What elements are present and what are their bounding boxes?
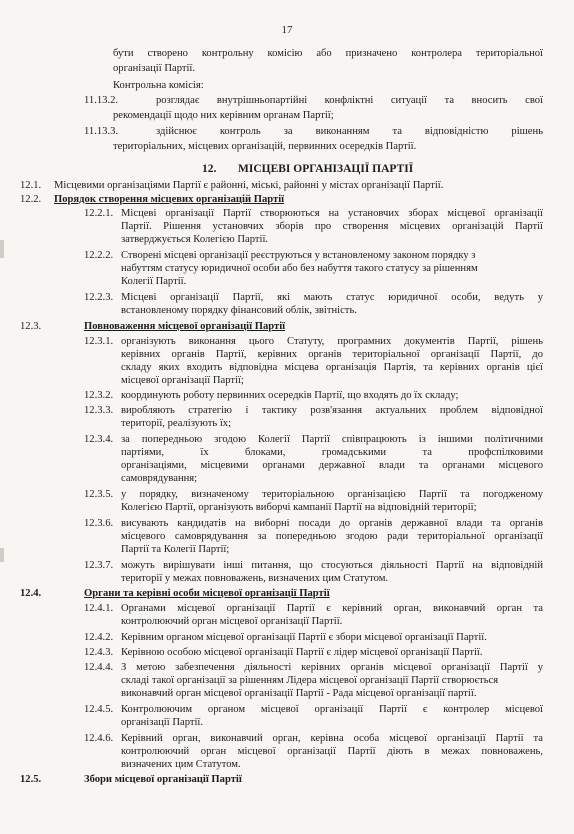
paragraph-line: Контролюючим органом місцевої організації Партії є контролер місцевої bbox=[121, 704, 543, 715]
item-number: 11.13.3. bbox=[84, 126, 119, 137]
paragraph-line: Створені місцеві організації реєструються у встановленому законом порядку з bbox=[121, 250, 476, 261]
paragraph-line: місцевого самоврядування за попередньою згодою ради територіальної організації bbox=[121, 531, 543, 542]
item-number: 12.3.4. bbox=[84, 434, 114, 445]
item-number: 12.3.2. bbox=[84, 390, 114, 401]
item-number: 12.3.3. bbox=[84, 405, 114, 416]
item-number: 12.1. bbox=[20, 180, 42, 191]
item-number: 12.4.1. bbox=[84, 603, 114, 614]
item-number: 12.3.7. bbox=[84, 560, 114, 571]
item-number: 12.3. bbox=[20, 321, 42, 332]
item-number: 12.4.2. bbox=[84, 632, 114, 643]
paragraph-line: партіями, їх блоками, громадськими та профспілковими bbox=[121, 447, 543, 458]
subsection-title: Збори місцевої організації Партії bbox=[84, 774, 242, 785]
paragraph-line: складу яких входить відповідна місцева організація Партія, та керівних органів цієї bbox=[121, 362, 543, 373]
paragraph-line: організують виконання цього Статуту, програмних документів Партії, рішень bbox=[121, 336, 543, 347]
paragraph-line: виконавчий орган місцевої організації Партії - Рада місцевої організації партії. bbox=[121, 688, 477, 699]
item-number: 11.13.2. bbox=[84, 95, 119, 106]
paragraph-line: самоврядування; bbox=[121, 473, 198, 484]
paragraph-line: Колегією Партії, організують виборчі кампанії Партії на відповідній території; bbox=[121, 502, 477, 513]
paragraph-line: З метою забезпечення діяльності керівних органів місцевої організації Партії у bbox=[121, 662, 543, 673]
subsection-title: Повноваження місцевої організації Партії bbox=[84, 321, 286, 332]
paragraph-line: організаціями, місцевими органами державної влади та органами місцевого bbox=[121, 460, 543, 471]
paragraph-line: визначених цим Статутом. bbox=[121, 759, 241, 770]
paragraph-line: місцевої організації Партії; bbox=[121, 375, 244, 386]
paragraph-line: організації Партії. bbox=[113, 63, 196, 74]
paragraph-line: висувають кандидатів на виборні посади до органів державної влади та органів bbox=[121, 518, 543, 529]
paragraph-line: Контрольна комісія: bbox=[113, 80, 204, 91]
subsection-title: Порядок створення місцевих організацій Партії bbox=[54, 194, 285, 205]
paragraph-line: територіальних, місцевих організацій, первинних осередків Партії. bbox=[113, 141, 417, 152]
paragraph-line: контролюючий орган місцевої організації Партії діють в межах повноважень, bbox=[121, 746, 543, 757]
paragraph-line: виробляють стратегію і тактику розв'язання актуальних проблем відповідної bbox=[121, 405, 543, 416]
item-number: 12.2.2. bbox=[84, 250, 114, 261]
page-number: 17 bbox=[281, 24, 293, 36]
item-number: 12.4.3. bbox=[84, 647, 114, 658]
item-number: 12.5. bbox=[20, 774, 42, 785]
paragraph-line: контролюючий орган місцевої організації Партії. bbox=[121, 616, 343, 627]
paragraph-line: координують роботу первинних осередків Партії, що входять до їх складу; bbox=[121, 390, 459, 401]
section-number: 12. bbox=[202, 163, 217, 175]
paragraph-line: можуть вирішувати інші питання, що стосуються діяльності Партії на відповідній bbox=[121, 560, 543, 571]
paragraph-line: складі такої організації за рішенням Лідера місцевої організації Партії створюється bbox=[121, 675, 499, 686]
item-number: 12.4.6. bbox=[84, 733, 114, 744]
paragraph-line: рекомендації щодо них керівним органам Партії; bbox=[113, 110, 334, 121]
paragraph-line: Керівним органом місцевої організації Партії є збори місцевої організації Партії. bbox=[121, 632, 487, 643]
scan-edge-mark bbox=[0, 240, 4, 258]
section-title: МІСЦЕВІ ОРГАНІЗАЦІЇ ПАРТІЇ bbox=[238, 163, 414, 175]
paragraph-line: керівних органів Партії, керівних органів територіальної організації Партії, до bbox=[121, 349, 543, 360]
paragraph-line: Колегії Партії. bbox=[121, 276, 187, 287]
item-number: 12.3.5. bbox=[84, 489, 114, 500]
paragraph-line: території у межах повноважень, визначених цим Статутом. bbox=[121, 573, 389, 584]
paragraph-line: у порядку, визначеному територіальною організацією Партії та погодженому bbox=[121, 489, 543, 500]
paragraph-line: території, реалізують їх; bbox=[121, 418, 232, 429]
scan-edge-mark bbox=[0, 548, 4, 562]
paragraph-line: Органами місцевої організації Партії є керівний орган, виконавчий орган та bbox=[121, 603, 543, 614]
item-number: 12.2. bbox=[20, 194, 42, 205]
item-number: 12.2.3. bbox=[84, 292, 114, 303]
subsection-title: Органи та керівні особи місцевої організації Партії bbox=[84, 588, 330, 599]
paragraph-line: Місцеві організації Партії створюються на установчих зборах місцевої організації bbox=[121, 208, 543, 219]
item-number: 12.2.1. bbox=[84, 208, 114, 219]
paragraph-line: здійснює контроль за виконанням та відповідністю рішень bbox=[156, 126, 543, 137]
paragraph-line: Місцевими організаціями Партії є районні, міські, районні у містах організації Партії. bbox=[54, 180, 444, 191]
paragraph-line: Керівний орган, виконавчий орган, керівна особа місцевої організації Партії та bbox=[121, 733, 543, 744]
paragraph-line: організації Партії. bbox=[121, 717, 204, 728]
item-number: 12.4.5. bbox=[84, 704, 114, 715]
item-number: 12.4. bbox=[20, 588, 42, 599]
item-number: 12.4.4. bbox=[84, 662, 114, 673]
paragraph-line: затверджується Колегією Партії. bbox=[121, 234, 269, 245]
paragraph-line: Партії. Рішення установчих зборів про створення місцевих організацій Партії bbox=[121, 221, 543, 232]
paragraph-line: бути створено контрольну комісію або призначено контролера територіальної bbox=[113, 48, 543, 59]
paragraph-line: Керівною особою місцевої організації Партії є лідер місцевої організації Партії. bbox=[121, 647, 483, 658]
paragraph-line: за попередньою згодою Колегії Партії співпрацюють із іншими політичними bbox=[121, 434, 543, 445]
paragraph-line: Партії та Колегії Партії; bbox=[121, 544, 230, 555]
item-number: 12.3.6. bbox=[84, 518, 114, 529]
item-number: 12.3.1. bbox=[84, 336, 114, 347]
paragraph-line: розглядає внутрішньопартійні конфліктні ситуації та вносить свої bbox=[156, 95, 543, 106]
paragraph-line: Місцеві організації Партії, які мають статус юридичної особи, ведуть у bbox=[121, 292, 543, 303]
paragraph-line: встановленому порядку фінансовий облік, звітність. bbox=[121, 305, 357, 316]
paragraph-line: набуттям статусу юридичної особи або без набуття такого статусу за рішенням bbox=[121, 263, 478, 274]
